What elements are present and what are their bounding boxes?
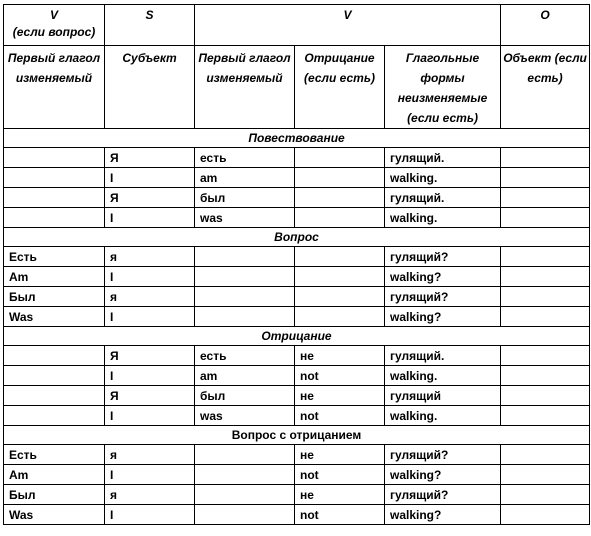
table-cell: walking. xyxy=(385,406,501,426)
table-cell xyxy=(295,168,385,188)
table-cell: not xyxy=(295,406,385,426)
table-cell xyxy=(4,208,105,228)
table-cell xyxy=(195,307,295,327)
section-row xyxy=(4,228,590,247)
table-cell xyxy=(195,505,295,525)
table-row xyxy=(4,148,590,168)
table-row xyxy=(4,386,590,406)
table-row xyxy=(4,485,590,505)
table-cell: I xyxy=(105,406,195,426)
section-row xyxy=(4,129,590,148)
section-title: Отрицание xyxy=(4,327,590,346)
table-cell xyxy=(295,287,385,307)
table-cell xyxy=(4,346,105,366)
table-cell xyxy=(501,307,590,327)
table-cell: гулящий? xyxy=(385,485,501,505)
table-cell: Я xyxy=(105,188,195,208)
header-o: O xyxy=(501,5,590,46)
grammar-table xyxy=(3,4,590,525)
table-body xyxy=(4,5,590,525)
table-cell xyxy=(195,465,295,485)
table-cell: Я xyxy=(105,148,195,168)
table-row xyxy=(4,267,590,287)
table-row xyxy=(4,346,590,366)
table-cell xyxy=(295,148,385,168)
table-cell: I xyxy=(105,168,195,188)
table-cell: am xyxy=(195,168,295,188)
table-cell: walking. xyxy=(385,208,501,228)
header-s: S xyxy=(105,5,195,46)
table-cell xyxy=(295,188,385,208)
header-subject: Субъект xyxy=(105,46,195,129)
table-cell: гулящий? xyxy=(385,247,501,267)
table-cell xyxy=(195,267,295,287)
table-row xyxy=(4,188,590,208)
table-cell xyxy=(4,168,105,188)
table-cell: Есть xyxy=(4,445,105,465)
table-cell: Was xyxy=(4,505,105,525)
table-cell: was xyxy=(195,208,295,228)
header-negation: Отрицание (если есть) xyxy=(295,46,385,129)
header-row-sub xyxy=(4,46,590,129)
header-v-note: (если вопрос) xyxy=(12,25,96,39)
table-cell: Я xyxy=(105,346,195,366)
table-cell: гулящий? xyxy=(385,445,501,465)
table-cell: был xyxy=(195,188,295,208)
table-cell xyxy=(195,287,295,307)
table-cell: гулящий. xyxy=(385,188,501,208)
section-title: Повествование xyxy=(4,129,590,148)
table-cell xyxy=(295,267,385,287)
table-cell: walking? xyxy=(385,505,501,525)
table-cell: я xyxy=(105,445,195,465)
table-cell: not xyxy=(295,366,385,386)
table-cell: am xyxy=(195,366,295,386)
table-cell xyxy=(195,485,295,505)
table-cell xyxy=(501,346,590,366)
header-verb-forms: Глагольные формы неизменяемые (если есть) xyxy=(385,46,501,129)
table-cell: есть xyxy=(195,346,295,366)
table-cell xyxy=(4,188,105,208)
table-cell xyxy=(501,168,590,188)
table-cell xyxy=(501,247,590,267)
table-cell xyxy=(4,386,105,406)
table-cell xyxy=(4,406,105,426)
table-cell xyxy=(295,307,385,327)
table-cell xyxy=(195,445,295,465)
table-row xyxy=(4,406,590,426)
table-cell: я xyxy=(105,247,195,267)
table-cell: was xyxy=(195,406,295,426)
table-row xyxy=(4,247,590,267)
table-row xyxy=(4,465,590,485)
table-row xyxy=(4,445,590,465)
section-row xyxy=(4,426,590,445)
table-cell xyxy=(501,148,590,168)
table-cell: I xyxy=(105,208,195,228)
table-cell xyxy=(501,406,590,426)
header-v-main: V xyxy=(195,5,501,46)
table-cell xyxy=(295,208,385,228)
table-cell: walking. xyxy=(385,366,501,386)
table-cell: walking? xyxy=(385,267,501,287)
table-cell: I xyxy=(105,267,195,287)
table-row xyxy=(4,307,590,327)
table-cell: Был xyxy=(4,485,105,505)
section-row xyxy=(4,327,590,346)
table-cell xyxy=(501,445,590,465)
table-cell: гулящий? xyxy=(385,287,501,307)
table-cell xyxy=(501,188,590,208)
table-cell: not xyxy=(295,465,385,485)
header-row-top xyxy=(4,5,590,46)
header-v-question xyxy=(4,5,105,46)
table-cell: гулящий. xyxy=(385,346,501,366)
table-cell: walking? xyxy=(385,465,501,485)
table-cell: был xyxy=(195,386,295,406)
table-cell: not xyxy=(295,505,385,525)
table-cell: Я xyxy=(105,386,195,406)
table-cell: I xyxy=(105,505,195,525)
table-cell: я xyxy=(105,485,195,505)
table-cell: Есть xyxy=(4,247,105,267)
header-v-letter: V xyxy=(49,8,58,22)
table-cell: I xyxy=(105,465,195,485)
table-row xyxy=(4,505,590,525)
table-cell: walking. xyxy=(385,168,501,188)
section-title: Вопрос xyxy=(4,228,590,247)
table-cell: есть xyxy=(195,148,295,168)
table-cell: гулящий xyxy=(385,386,501,406)
table-cell: Был xyxy=(4,287,105,307)
table-row xyxy=(4,208,590,228)
table-cell xyxy=(501,505,590,525)
table-cell: Am xyxy=(4,465,105,485)
table-cell xyxy=(501,485,590,505)
table-cell xyxy=(501,287,590,307)
table-row xyxy=(4,168,590,188)
table-cell: walking? xyxy=(385,307,501,327)
table-cell xyxy=(295,247,385,267)
table-cell xyxy=(501,267,590,287)
header-first-verb-2: Первый глагол изменяемый xyxy=(195,46,295,129)
table-cell: не xyxy=(295,445,385,465)
table-cell xyxy=(501,386,590,406)
header-first-verb: Первый глагол изменяемый xyxy=(4,46,105,129)
header-object: Объект (если есть) xyxy=(501,46,590,129)
table-cell xyxy=(4,148,105,168)
table-cell: Was xyxy=(4,307,105,327)
table-row xyxy=(4,366,590,386)
table-row xyxy=(4,287,590,307)
section-title: Вопрос с отрицанием xyxy=(4,426,590,445)
table-cell: не xyxy=(295,346,385,366)
table-cell: I xyxy=(105,366,195,386)
table-cell xyxy=(501,366,590,386)
table-cell: гулящий. xyxy=(385,148,501,168)
table-cell: я xyxy=(105,287,195,307)
table-cell xyxy=(501,208,590,228)
table-cell xyxy=(195,247,295,267)
table-cell: Am xyxy=(4,267,105,287)
table-cell: I xyxy=(105,307,195,327)
table-cell xyxy=(501,465,590,485)
table-cell: не xyxy=(295,485,385,505)
table-cell xyxy=(4,366,105,386)
table-cell: не xyxy=(295,386,385,406)
